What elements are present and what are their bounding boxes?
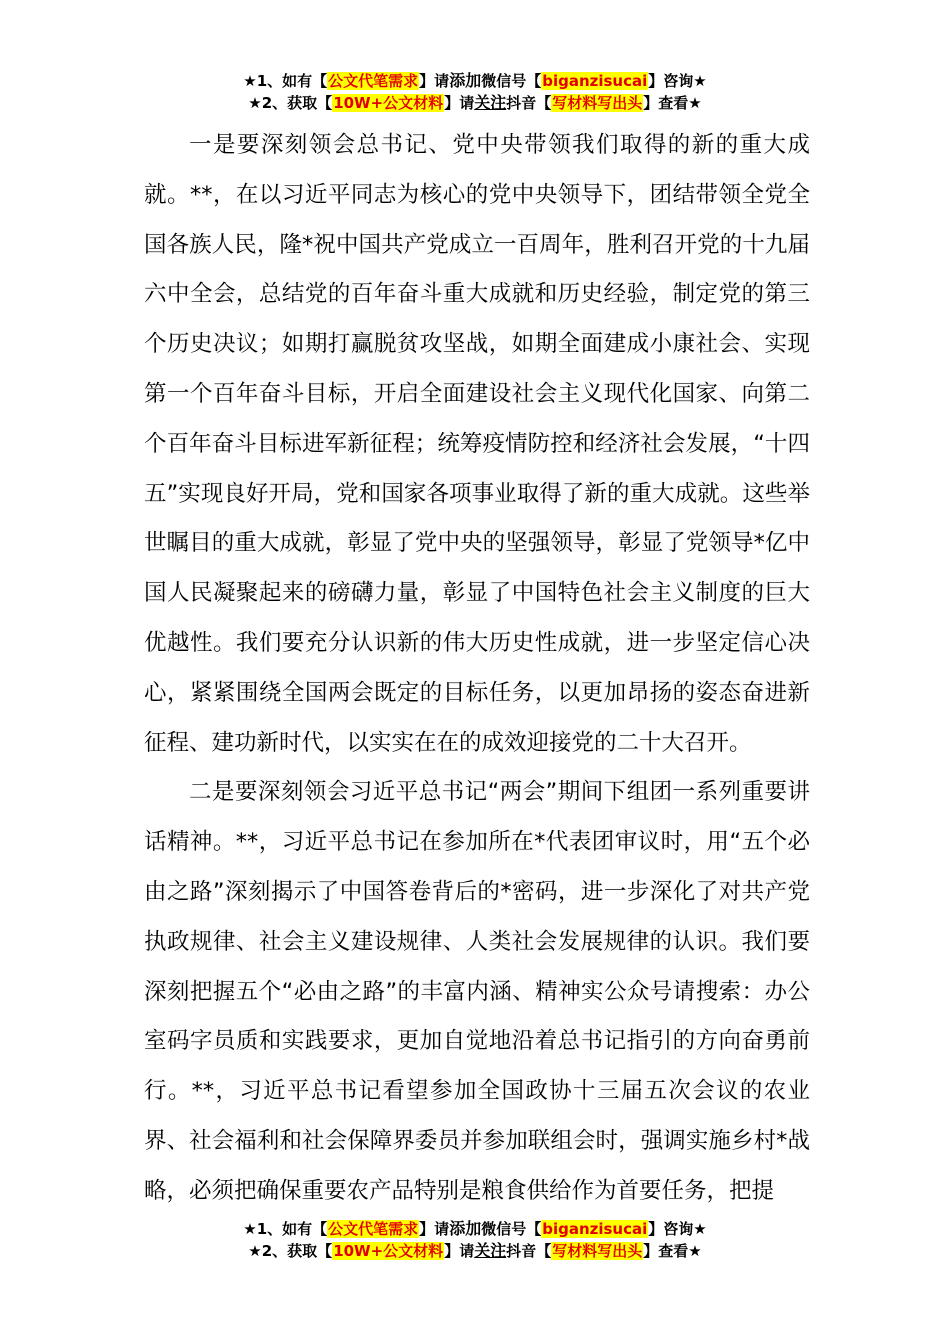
- footer-highlight-wechat-id: biganzisucai: [542, 1220, 648, 1238]
- highlight-douyin-account: 写材料写出头: [552, 94, 643, 112]
- document-body: [144, 121, 810, 1217]
- footer-highlight-ghostwriting: 公文代笔需求: [328, 1220, 419, 1238]
- footer-highlight-douyin-account: 写材料写出头: [552, 1242, 643, 1260]
- footer-banner: [0, 1218, 950, 1262]
- footer-line-1: ★1、如有【公文代笔需求】请添加微信号【biganzisucai】咨询★: [243, 1219, 707, 1238]
- footer-emphasis-add: 添加: [449, 1219, 482, 1238]
- highlight-materials: 10W+公文材料: [333, 94, 444, 112]
- banner-line-2: ★2、获取【10W+公文材料】请关注抖音【写材料写出头】查看★: [248, 93, 702, 112]
- paragraph-2: 二是要深刻领会习近平总书记“两会”期间下组团一系列重要讲话精神。**，习近平总书记在参加所在*代表团审议时，用“五个必由之路”深刻揭示了中国答卷背后的*密码，进一步深化了对共产党执政规律、社会主义建设规律、人类社会发展规律的认识。我们要深刻把握五个“必由之路”的丰富内涵、精神实公众号请搜索：办公室码字员质和实践要求，更加自觉地沿着总书记指引的方向奋勇前行。**，习近平总书记看望参加全国政协十三届五次会议的农业界、社会福利和社会保障界委员并参加联组会时，强调实施乡村*战略，必须把确保重要农产品特别是粮食供给作为首要任务，把提: [144, 779, 810, 1204]
- paragraph-1: 一是要深刻领会总书记、党中央带领我们取得的新的重大成就。**，在以习近平同志为核心的党中央领导下，团结带领全党全国各族人民，隆*祝中国共产党成立一百周年，胜利召开党的十九届六中全会，总结党的百年奋斗重大成就和历史经验，制定党的第三个历史决议；如期打赢脱贫攻坚战，如期全面建成小康社会、实现第一个百年奋斗目标，开启全面建设社会主义现代化国家、向第二个百年奋斗目标进军新征程；统筹疫情防控和经济社会发展，“十四五”实现良好开局，党和国家各项事业取得了新的重大成就。这些举世瞩目的重大成就，彰显了党中央的坚强领导，彰显了党领导*亿中国人民凝聚起来的磅礴力量，彰显了中国特色社会主义制度的巨大优越性。我们要充分认识新的伟大历史性成就，进一步坚定信心决心，紧紧围绕全国两会既定的目标任务，以更加昂扬的姿态奋进新征程、建功新时代，以实实在在的成效迎接党的二十大召开。: [144, 132, 810, 756]
- footer-line-2: ★2、获取【10W+公文材料】请关注抖音【写材料写出头】查看★: [248, 1241, 702, 1260]
- emphasis-add: 添加: [449, 71, 482, 90]
- highlight-wechat-id: biganzisucai: [542, 72, 648, 90]
- banner-line-1: ★1、如有【公文代笔需求】请添加微信号【biganzisucai】咨询★: [243, 71, 707, 90]
- highlight-ghostwriting: 公文代笔需求: [328, 72, 419, 90]
- header-banner: [0, 70, 950, 114]
- footer-emphasis-follow: 关注: [474, 1241, 507, 1260]
- footer-highlight-materials: 10W+公文材料: [333, 1242, 444, 1260]
- emphasis-follow: 关注: [474, 93, 507, 112]
